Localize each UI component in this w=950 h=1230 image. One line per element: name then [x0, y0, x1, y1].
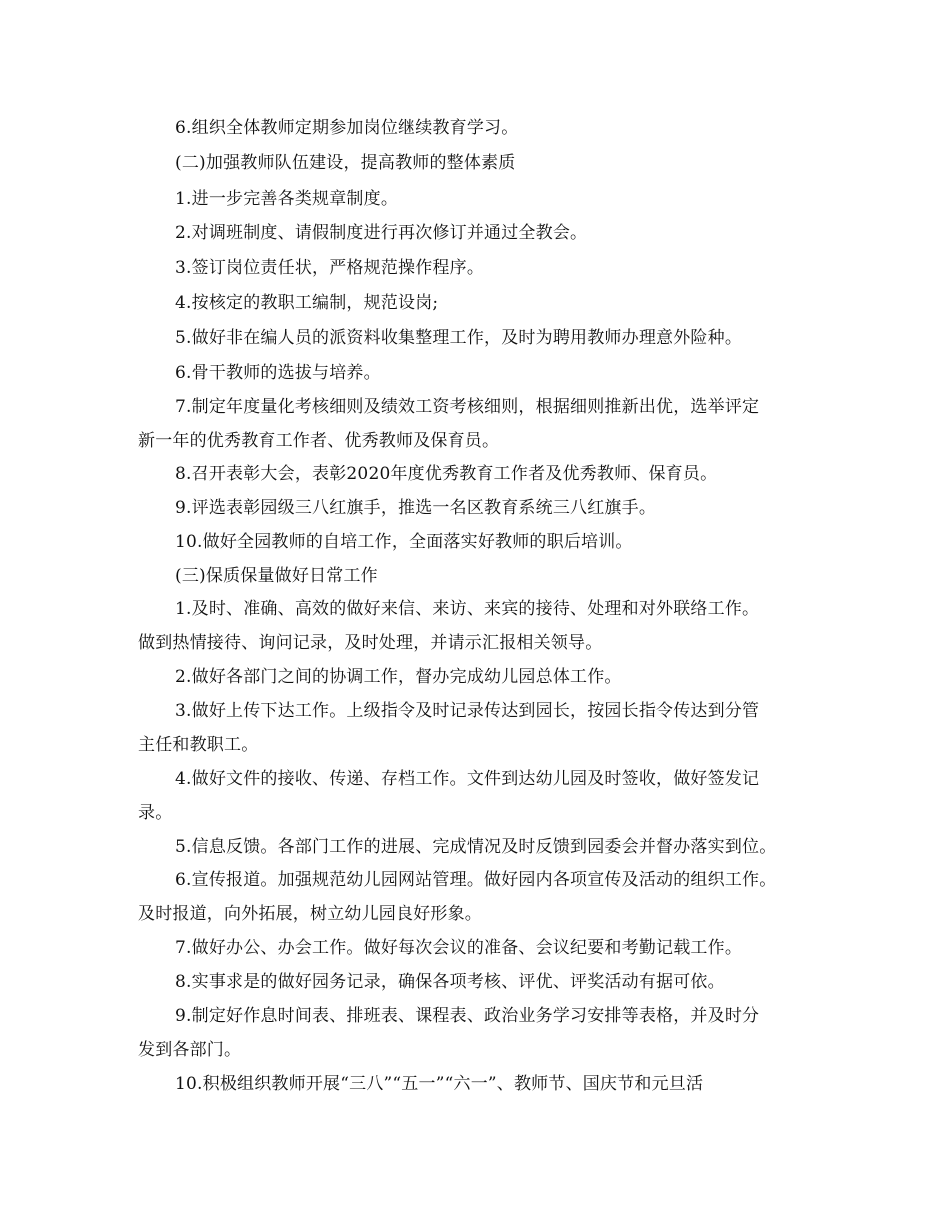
text-line: 4.按核定的教职工编制，规范设岗; [175, 293, 439, 313]
text-line: 2.对调班制度、请假制度进行再次修订并通过全教会。 [175, 223, 588, 243]
text-line: 发到各部门。 [138, 1040, 242, 1060]
section-heading: (二)加强教师队伍建设，提高教师的整体素质 [175, 153, 516, 173]
text-line: 及时报道，向外拓展，树立幼儿园良好形象。 [138, 904, 482, 924]
text-line: 4.做好文件的接收、传递、存档工作。文件到达幼儿园及时签收，做好签发记 [175, 769, 760, 789]
text-line: 9.评选表彰园级三八红旗手，推选一名区教育系统三八红旗手。 [175, 498, 657, 518]
text-line: 2.做好各部门之间的协调工作，督办完成幼儿园总体工作。 [175, 667, 622, 687]
section-heading: (三)保质保量做好日常工作 [175, 566, 378, 586]
text-line: 做到热情接待、询问记录，及时处理，并请示汇报相关领导。 [138, 633, 603, 653]
text-line: 新一年的优秀教育工作者、优秀教师及保育员。 [138, 431, 500, 451]
text-line: 1.及时、准确、高效的做好来信、来访、来宾的接待、处理和对外联络工作。 [175, 599, 760, 619]
text-line: 6.骨干教师的选拔与培养。 [175, 363, 381, 383]
text-line: 10.积极组织教师开展“三八”“五一”“六一”、教师节、国庆节和元旦活 [175, 1074, 704, 1094]
text-line: 5.信息反馈。各部门工作的进展、完成情况及时反馈到园委会并督办落实到位。 [175, 837, 777, 857]
text-line: 3.签订岗位责任状，严格规范操作程序。 [175, 258, 485, 278]
text-line: 7.做好办公、办会工作。做好每次会议的准备、会议纪要和考勤记载工作。 [175, 938, 743, 958]
text-line: 5.做好非在编人员的派资料收集整理工作，及时为聘用教师办理意外险种。 [175, 328, 743, 348]
text-line: 主任和教职工。 [138, 735, 259, 755]
text-line: 6.组织全体教师定期参加岗位继续教育学习。 [175, 118, 519, 138]
text-line: 8.实事求是的做好园务记录，确保各项考核、评优、评奖活动有据可依。 [175, 972, 725, 992]
text-line: 6.宣传报道。加强规范幼儿园网站管理。做好园内各项宣传及活动的组织工作。 [175, 870, 777, 890]
text-line: 3.做好上传下达工作。上级指令及时记录传达到园长，按园长指令传达到分管 [175, 701, 760, 721]
text-line: 10.做好全园教师的自培工作，全面落实好教师的职后培训。 [175, 532, 633, 552]
text-line: 9.制定好作息时间表、排班表、课程表、政治业务学习安排等表格，并及时分 [175, 1006, 760, 1026]
text-line: 1.进一步完善各类规章制度。 [175, 189, 399, 209]
text-line: 8.召开表彰大会，表彰2020年度优秀教育工作者及优秀教师、保育员。 [175, 464, 718, 484]
text-line: 录。 [138, 803, 173, 823]
text-line: 7.制定年度量化考核细则及绩效工资考核细则，根据细则推新出优，选举评定 [175, 397, 760, 417]
